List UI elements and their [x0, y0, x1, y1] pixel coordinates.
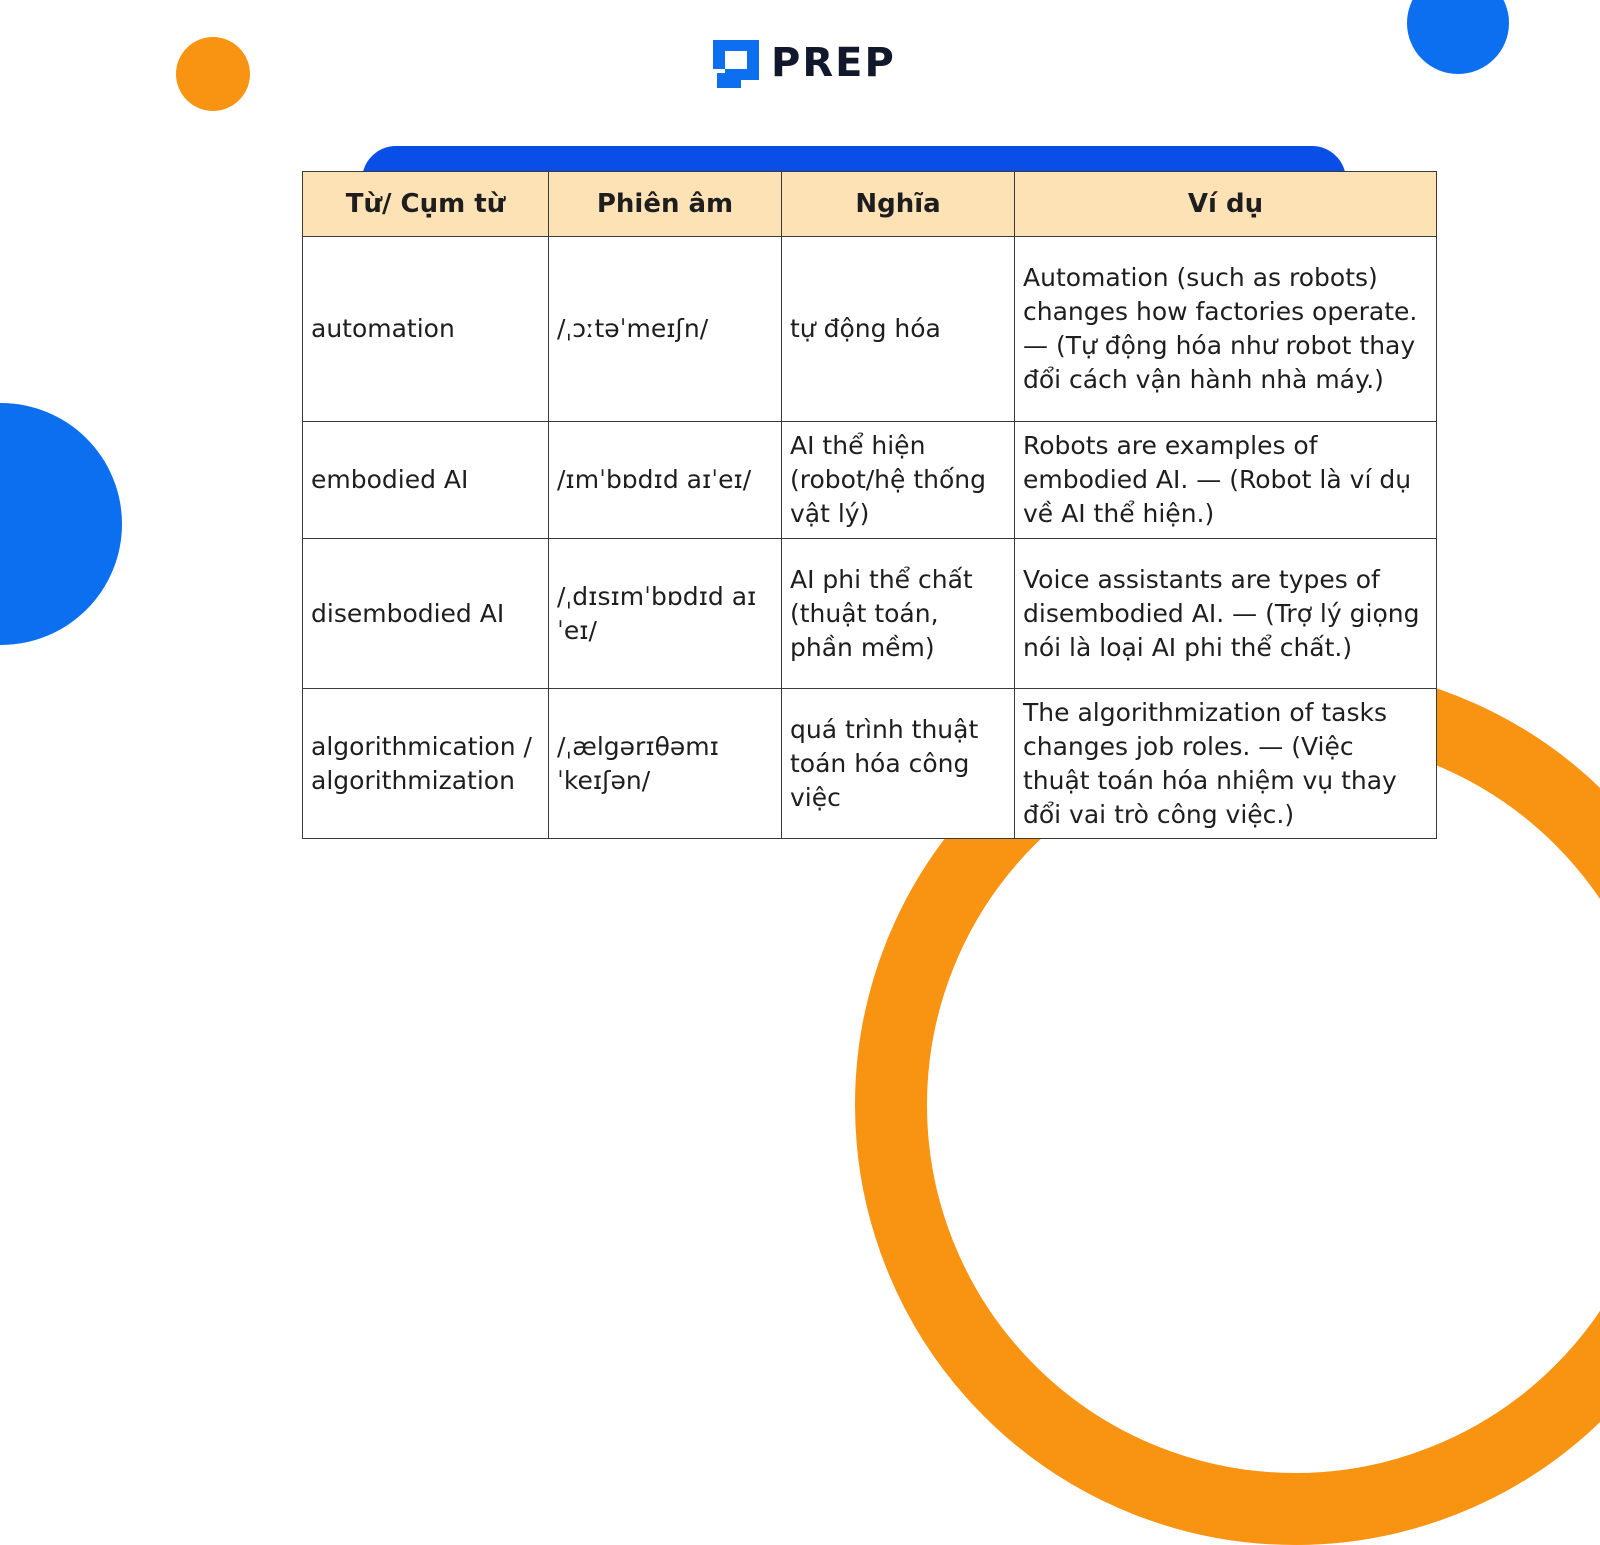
header-ipa: Phiên âm [549, 172, 782, 237]
table-row [303, 539, 1437, 689]
cell-term: embodied AI [303, 422, 549, 539]
table-row [303, 689, 1437, 839]
cell-meaning: AI thể hiện (robot/hệ thống vật lý) [782, 422, 1015, 539]
brand-name: PREP [771, 40, 896, 86]
table-row [303, 422, 1437, 539]
cell-ipa: /ˌælgərɪθəmɪˈkeɪʃən/ [549, 689, 782, 839]
vocabulary-table [302, 171, 1437, 839]
header-term: Từ/ Cụm từ [303, 172, 549, 237]
cell-meaning: tự động hóa [782, 237, 1015, 422]
cell-example: Automation (such as robots) changes how factories operate. — (Tự động hóa như robot thay đổi cách vận hành nhà máy.) [1015, 237, 1437, 422]
cell-example: The algorithmization of tasks changes job roles. — (Việc thuật toán hóa nhiệm vụ thay đổi vai trò công việc.) [1015, 689, 1437, 839]
header-example: Ví dụ [1015, 172, 1437, 237]
cell-term: disembodied AI [303, 539, 549, 689]
cell-ipa: /ˌdɪsɪmˈbɒdɪd aɪ ˈeɪ/ [549, 539, 782, 689]
decorative-blue-dot [1407, 0, 1509, 74]
cell-ipa: /ɪmˈbɒdɪd aɪˈeɪ/ [549, 422, 782, 539]
table-row [303, 237, 1437, 422]
cell-ipa: /ˌɔːtəˈmeɪʃn/ [549, 237, 782, 422]
cell-example: Robots are examples of embodied AI. — (Robot là ví dụ về AI thể hiện.) [1015, 422, 1437, 539]
table-header-row [303, 172, 1437, 237]
cell-example: Voice assistants are types of disembodied AI. — (Trợ lý giọng nói là loại AI phi thể chất.) [1015, 539, 1437, 689]
decorative-blue-circle [0, 403, 122, 645]
cell-term: automation [303, 237, 549, 422]
header-meaning: Nghĩa [782, 172, 1015, 237]
prep-logo [709, 36, 896, 90]
cell-meaning: AI phi thể chất (thuật toán, phần mềm) [782, 539, 1015, 689]
prep-logo-icon [709, 36, 763, 90]
cell-term: algorithmication / algorithmization [303, 689, 549, 839]
cell-meaning: quá trình thuật toán hóa công việc [782, 689, 1015, 839]
decorative-orange-dot [176, 37, 250, 111]
